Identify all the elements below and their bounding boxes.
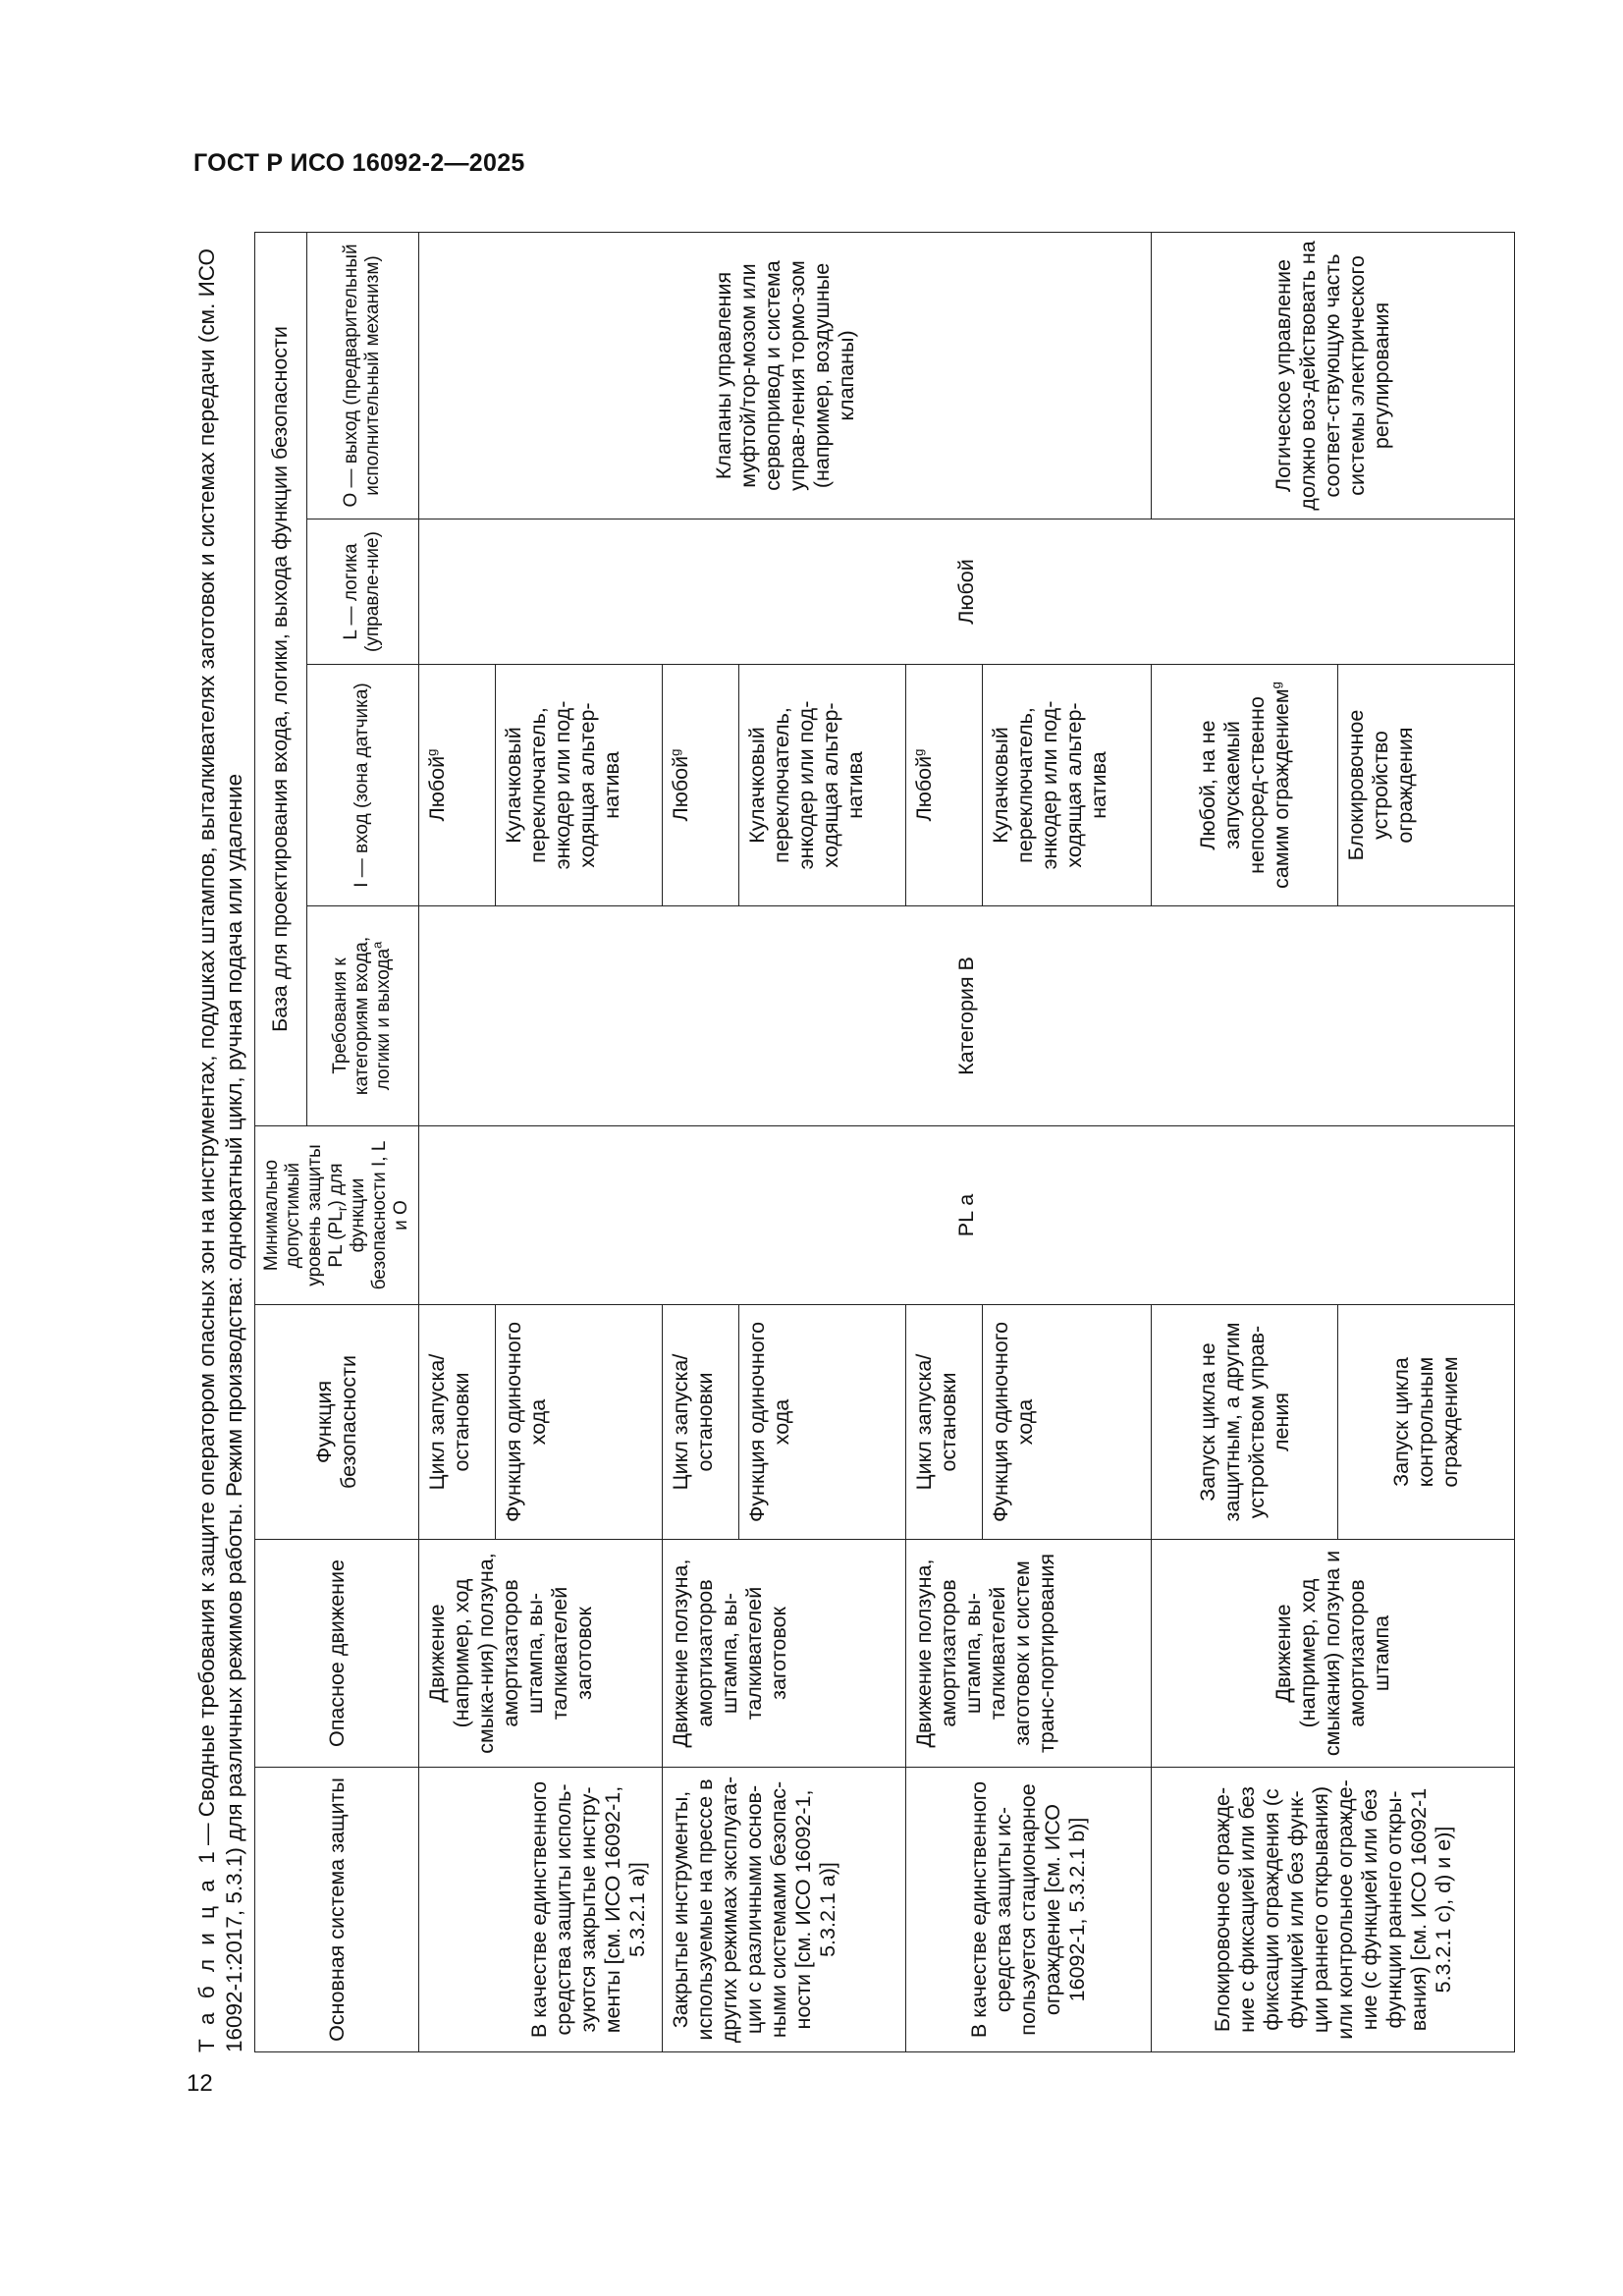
header-design-basis: База для проектирования входа, логики, выхода функции безопасности <box>255 232 307 1125</box>
hazardous-motion-cell: Движение ползуна, амортизаторов штампа, вы-талкивателей заготовок <box>663 1540 906 1768</box>
safety-function-cell: Цикл запуска/ остановки <box>419 1305 496 1540</box>
protection-system-cell: В качестве единственного средства защиты исполь-зуются закрытые инстру-менты [см. ИСО 16092-1, 5.3.2.1 a)] <box>419 1768 663 2052</box>
input-cell: Любой$^g$ <box>663 665 739 906</box>
header-safety-function: Функция безопасности <box>255 1305 419 1540</box>
protection-system-cell: Закрытые инструменты, используемые на прессе в других режимах эксплуата-ции с различными основ-ными системами безопас-ности [см. ИСО 16092-1, 5.3.2.1 a)] <box>663 1768 906 2052</box>
caption-label: Т а б л и ц а <box>194 1876 219 2052</box>
safety-function-cell: Функция одиночного хода <box>983 1305 1152 1540</box>
header-hazardous-motion: Опасное движение <box>255 1540 419 1768</box>
hazardous-motion-cell: Движение (например, ход смыка-ния) ползуна, амортизаторов штампа, вы-талкивателей заготовок <box>419 1540 663 1768</box>
hazardous-motion-cell: Движение (например, ход смыкания) ползуна и амортизаторов штампа <box>1152 1540 1515 1768</box>
table-caption <box>193 226 248 2052</box>
header-logic: L — логика (управле-ние) <box>306 519 418 665</box>
page-number: 12 <box>187 2070 213 2097</box>
output-logic-cell: Логическое управление должно воз-действовать на соответ-ствующую часть системы электрического регулирования <box>1152 232 1515 519</box>
requirements-table <box>254 232 1515 2052</box>
safety-function-cell: Цикл запуска/ остановки <box>663 1305 739 1540</box>
input-cell: Кулачковый переключатель, энкодер или под-ходящая альтер-натива <box>983 665 1152 906</box>
output-valves-cell: Клапаны управления муфтой/тор-мозом или сервопривод и система управ-ления тормо-зом (например, воздушные клапаны) <box>419 232 1152 519</box>
input-cell: Кулачковый переключатель, энкодер или под-ходящая альтер-натива <box>496 665 663 906</box>
hazardous-motion-cell: Движение ползуна, амортизаторов штампа, вы-талкивателей заготовок и систем транс-портирования <box>906 1540 1152 1768</box>
protection-system-cell: Блокировочное огражде-ние с фиксацией или без фиксации ограждения (с функцией или без функ-ции раннего открывания) или контрольное огражде-ние (с функцией или без функции раннего откры-вания) [см. ИСО 16092-1 5.3.2.1 c), d) и e)] <box>1152 1768 1515 2052</box>
header-category-req: Требования к категориям входа, логики и выхода$^a$ <box>306 906 418 1126</box>
safety-function-cell: Функция одиночного хода <box>496 1305 663 1540</box>
input-cell: Любой$^g$ <box>419 665 496 906</box>
protection-system-cell: В качестве единственного средства защиты ис-пользуется стационарное ограждение [см. ИСО 16092-1, 5.3.2.1 b)] <box>906 1768 1152 2052</box>
category-cell: Категория B <box>419 906 1515 1126</box>
input-cell: Блокировочное устройство ограждения <box>1338 665 1515 906</box>
input-cell: Кулачковый переключатель, энкодер или под-ходящая альтер-натива <box>739 665 906 906</box>
min-pl-cell: PL a <box>419 1126 1515 1305</box>
document-header: ГОСТ Р ИСО 16092-2—2025 <box>193 149 525 177</box>
safety-function-cell: Запуск цикла контрольным ограждением <box>1338 1305 1515 1540</box>
header-protection-system: Основная система защиты <box>255 1768 419 2052</box>
caption-number: 1 <box>194 1851 219 1864</box>
safety-function-cell: Цикл запуска/ остановки <box>906 1305 983 1540</box>
header-min-pl: Минимально допустимый уровень защиты PL $(PL_r)$ для функции безопасности I, L и O <box>255 1126 419 1305</box>
safety-function-cell: Запуск цикла не защитным, а другим устройством управ-ления <box>1152 1305 1338 1540</box>
rotated-table-area <box>193 226 1499 2052</box>
header-input: I — вход (зона датчика) <box>306 665 418 906</box>
caption-text: — Сводные требования к защите оператором опасных зон на инструментах, подушках штампов, выталкивателях заготовок и системах передачи (см. ИСО 16092-1:2017, 5.3.1) для различных режимов работы. Режим производства: однократный цикл, ручная подача или удаление <box>194 247 246 2052</box>
logic-cell: Любой <box>419 519 1515 665</box>
safety-function-cell: Функция одиночного хода <box>739 1305 906 1540</box>
header-output: O — выход (предварительный исполнительный механизм) <box>306 232 418 519</box>
input-cell: Любой$^g$ <box>906 665 983 906</box>
input-cell: Любой, на не запускаемый непосред-ственно самим ограждением$^g$ <box>1152 665 1338 906</box>
